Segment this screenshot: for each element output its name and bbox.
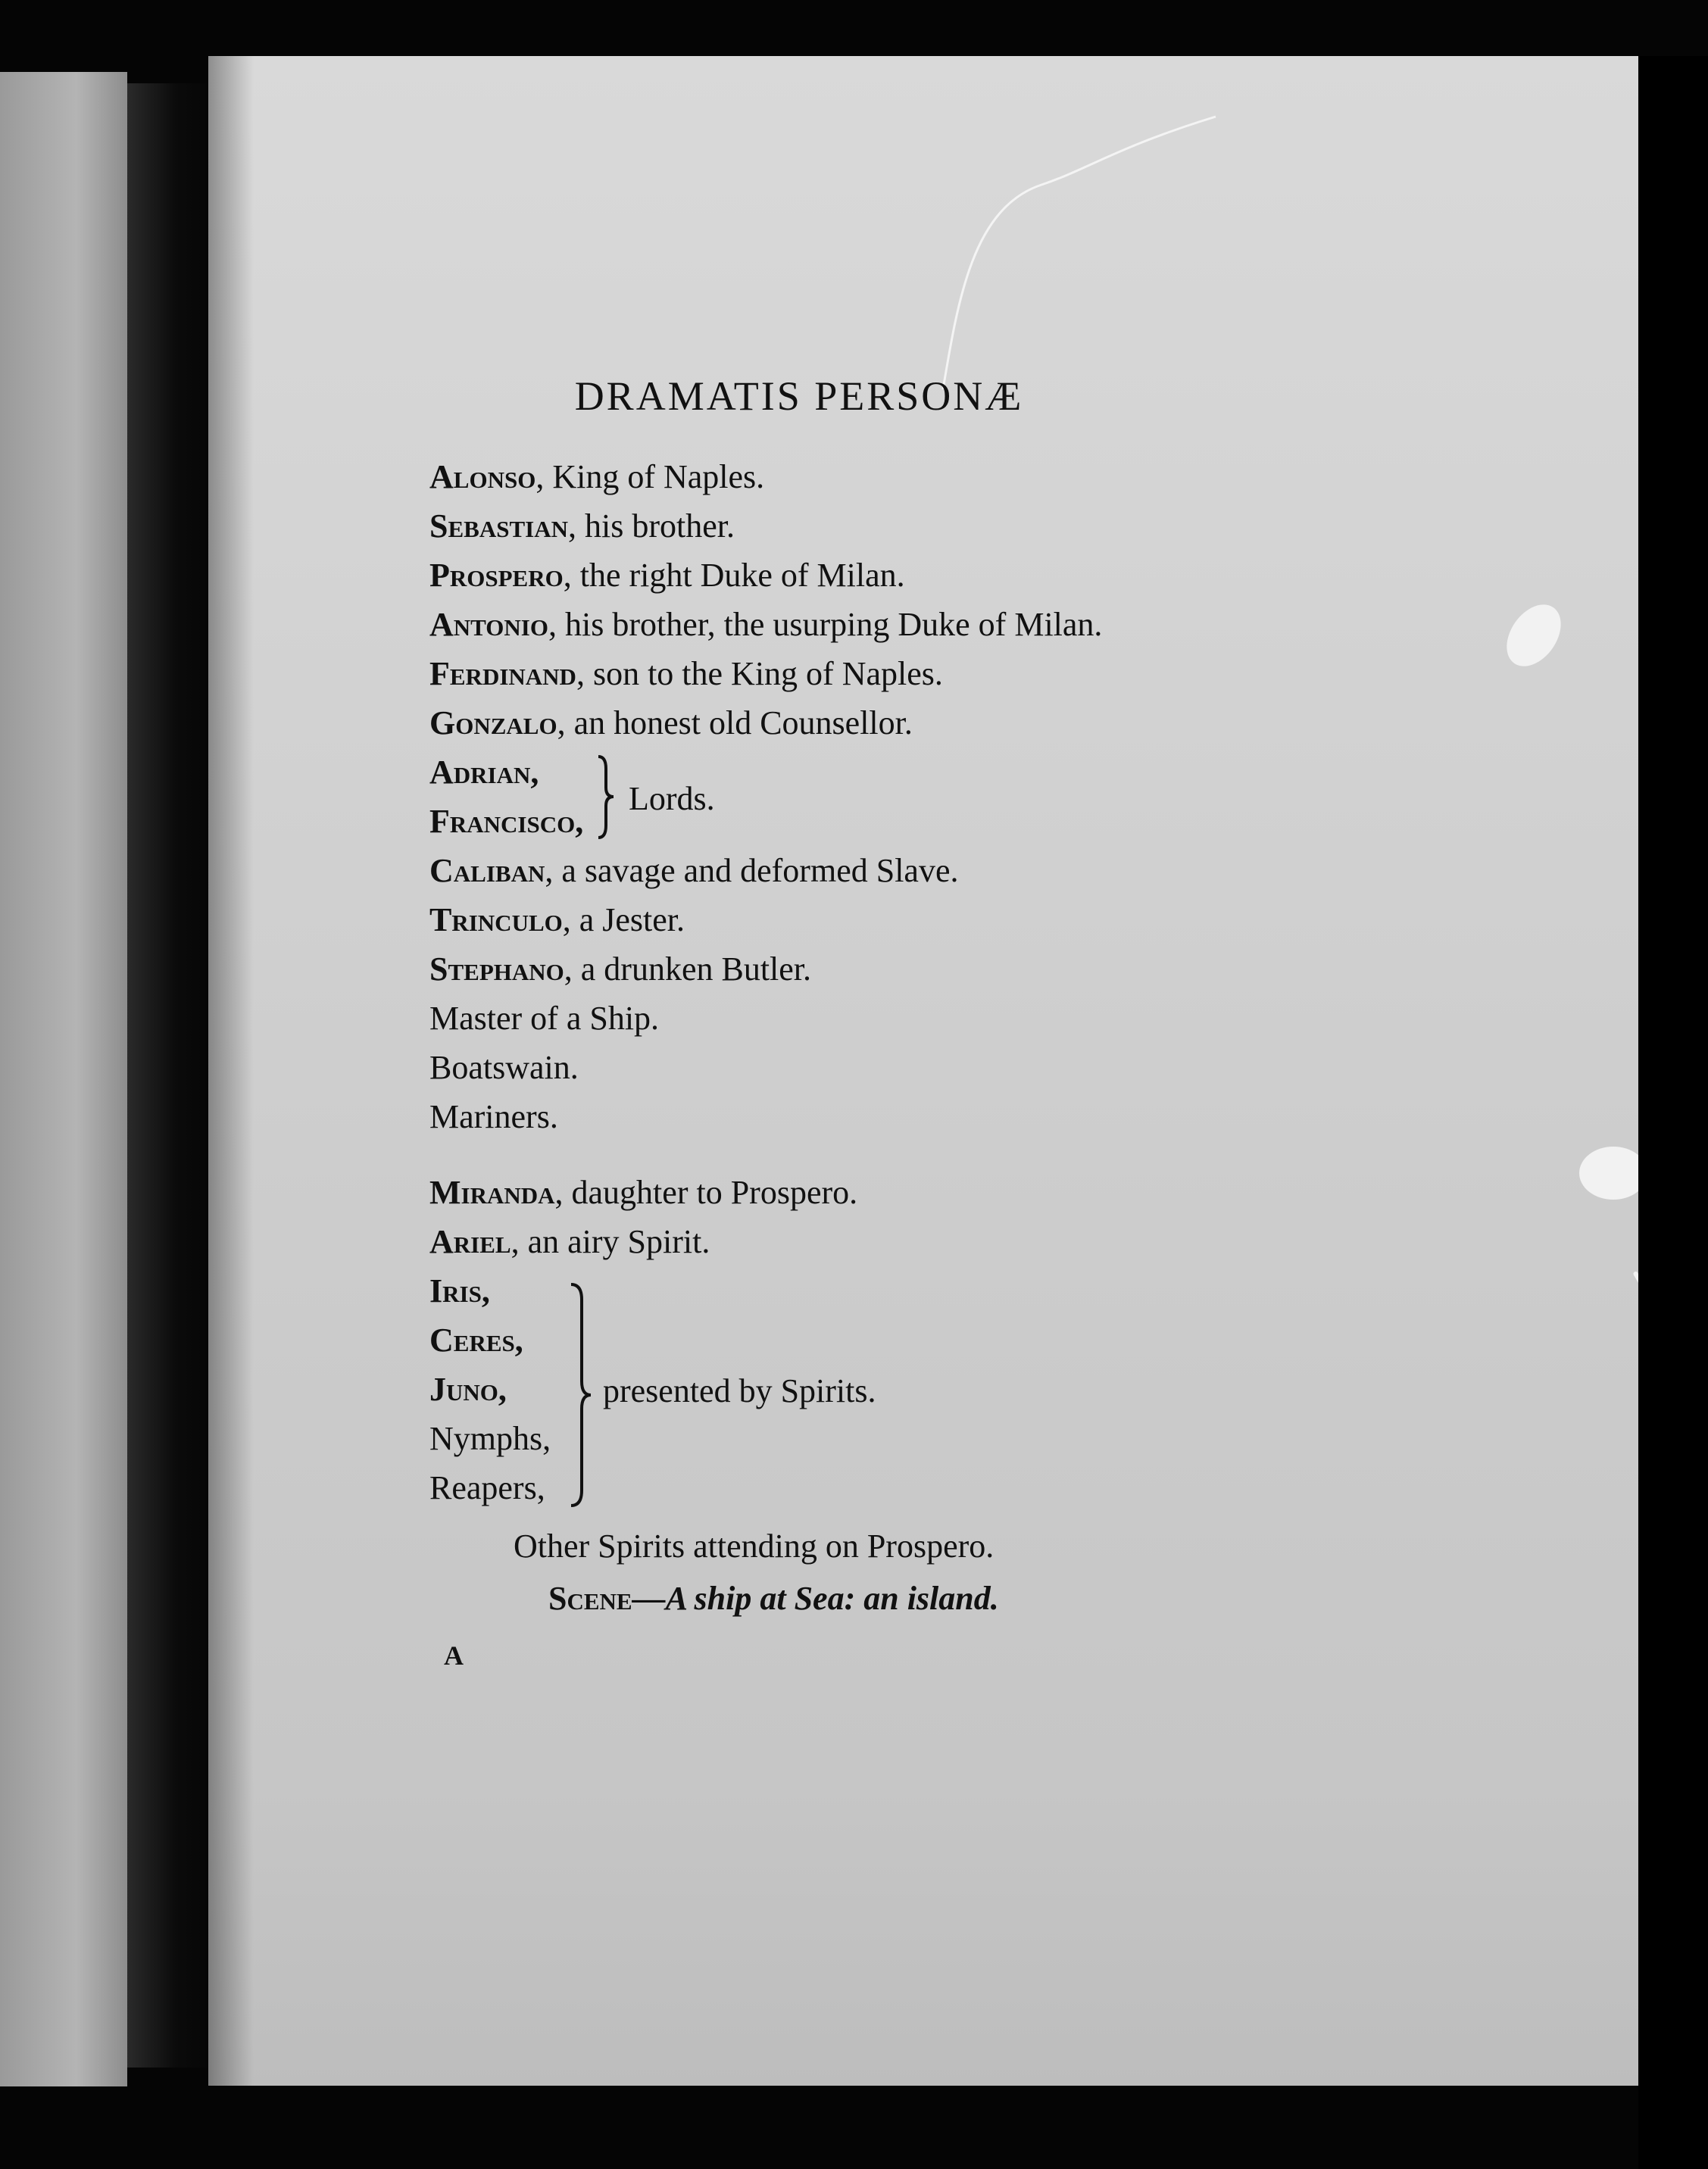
character-name: Antonio — [429, 606, 548, 643]
character-entry — [429, 507, 735, 545]
character-description: , his brother. — [567, 507, 735, 545]
character-description: , daughter to Prospero. — [554, 1174, 858, 1211]
group-label: presented by Spirits. — [603, 1372, 876, 1409]
character-name: Iris, — [429, 1272, 490, 1309]
character-name: Gonzalo — [429, 704, 557, 741]
character-description: , an honest old Counsellor. — [557, 704, 913, 741]
character-name: Stephano — [429, 950, 564, 988]
character-description: , a drunken Butler. — [564, 950, 812, 988]
scene-label: Scene — [548, 1580, 632, 1617]
character-entry — [429, 1321, 523, 1359]
character-entry — [429, 802, 583, 841]
character-name: Caliban — [429, 852, 545, 889]
character-description: , a savage and deformed Slave. — [545, 852, 959, 889]
character-entry — [429, 950, 811, 988]
character-name: Francisco, — [429, 803, 584, 840]
character-name: Ariel — [429, 1223, 511, 1260]
character-entry — [429, 605, 1102, 644]
character-name: Prospero — [429, 557, 564, 594]
character-description: , the right Duke of Milan. — [563, 557, 905, 594]
character-description: , an airy Spirit. — [511, 1223, 710, 1260]
character-name: Alonso — [429, 458, 536, 495]
character-entry — [429, 1222, 710, 1261]
character-name: Adrian, — [429, 754, 539, 791]
character-entry — [429, 1468, 545, 1507]
character-name: Trinculo — [429, 901, 563, 938]
character-description: Boatswain. — [429, 1049, 579, 1086]
character-entry — [429, 1419, 551, 1458]
character-name: Nymphs, — [429, 1420, 551, 1457]
grouping-brace — [595, 754, 618, 841]
character-entry — [429, 1097, 558, 1136]
character-entry — [429, 900, 685, 939]
character-entry — [429, 851, 958, 890]
character-entry — [429, 753, 539, 791]
character-entry — [429, 1370, 507, 1409]
character-description: , son to the King of Naples. — [576, 655, 943, 692]
character-description: , a Jester. — [562, 901, 685, 938]
scene-line — [548, 1579, 999, 1618]
character-description: Master of a Ship. — [429, 1000, 660, 1037]
character-entry — [429, 1048, 579, 1087]
character-description: , his brother, the usurping Duke of Milan. — [548, 606, 1103, 643]
character-description: Mariners. — [429, 1098, 558, 1135]
character-entry — [429, 1272, 490, 1310]
grouping-brace — [568, 1281, 594, 1509]
other-spirits-line: Other Spirits attending on Prospero. — [514, 1528, 995, 1565]
character-description: , King of Naples. — [536, 458, 765, 495]
character-name: Ceres, — [429, 1322, 523, 1359]
character-name: Ferdinand — [429, 655, 576, 692]
character-entry — [429, 457, 764, 496]
signature-mark: A — [444, 1640, 464, 1671]
character-name: Juno, — [429, 1371, 507, 1408]
character-name: Sebastian — [429, 507, 568, 545]
character-name: Miranda — [429, 1174, 555, 1211]
page-title: DRAMATIS PERSONÆ — [574, 373, 1024, 419]
character-entry — [429, 654, 943, 693]
group-label: Lords. — [629, 780, 715, 817]
character-entry — [429, 556, 905, 595]
character-entry — [429, 999, 659, 1038]
scene-description: —A ship at Sea: an island. — [632, 1580, 999, 1617]
character-entry — [429, 704, 913, 742]
character-entry — [429, 1173, 857, 1212]
character-name: Reapers, — [429, 1469, 545, 1506]
